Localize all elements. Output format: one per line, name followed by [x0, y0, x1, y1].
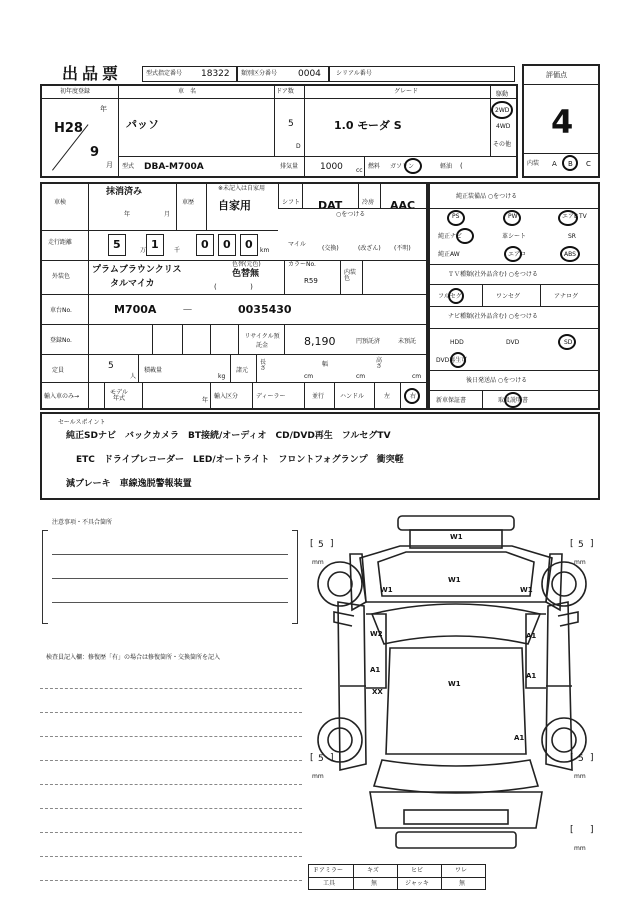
- chassis-prefix: M700A: [114, 303, 157, 316]
- tire-rear-right-open: [: [570, 753, 574, 763]
- width-label: 幅: [322, 361, 329, 368]
- car-diagram: [300, 510, 600, 880]
- mileage-digit-3: [196, 234, 214, 256]
- fuel-value: ガソリン: [390, 163, 415, 170]
- rewind-label: (改ざん): [358, 245, 381, 252]
- model-value: DBA-M700A: [144, 162, 204, 172]
- inspector-line: [40, 808, 302, 809]
- equip-leather: 革シート: [502, 233, 527, 240]
- tire-front-right-value: 5: [578, 540, 584, 550]
- sales-points-label: セールスポイント: [58, 419, 106, 426]
- model-year-suffix: 年: [202, 397, 209, 404]
- equip-ps-circle: [447, 210, 465, 226]
- tv-oneseg: ワンセグ: [496, 293, 521, 300]
- interior-grade-label: 内装: [527, 160, 540, 167]
- category-number-label: 類別区分番号: [241, 70, 278, 77]
- inspector-line: [40, 880, 302, 881]
- shaken-month-unit: 月: [164, 211, 171, 218]
- height-label: 高さ: [376, 357, 383, 370]
- category-number-value: 0004: [298, 69, 321, 79]
- mark-left-fender: W1: [380, 586, 393, 594]
- tire-rear-left-value: 5: [318, 754, 324, 764]
- parallel-option: 並行: [312, 393, 325, 400]
- doors-value: 5: [288, 119, 294, 129]
- vehicle-info-box: [40, 84, 518, 178]
- caution-bracket-left: [42, 530, 48, 624]
- caution-bracket-right: [292, 530, 298, 624]
- mark-hood: W1: [448, 576, 461, 584]
- equip-ps: PS: [452, 213, 460, 220]
- capacity-value: 5: [108, 361, 114, 371]
- doors-d: D: [296, 143, 301, 150]
- sheet-title: 出品票: [62, 64, 123, 83]
- navi-dvd: DVD: [506, 339, 520, 346]
- chassis-number: 0035430: [238, 303, 292, 316]
- color-no-label: カラーNo.: [288, 261, 316, 268]
- ac-value: AAC: [390, 199, 416, 212]
- drive-2wd-circle: [491, 101, 513, 119]
- equip-airbag: エアB: [562, 213, 579, 220]
- tv-analog: アナログ: [554, 293, 579, 300]
- reg-label: 登録No.: [50, 337, 72, 344]
- drive-other: その他: [493, 141, 512, 148]
- fuel-circle: [404, 158, 422, 174]
- shaken-year-unit: 年: [124, 211, 131, 218]
- first-reg-year-unit: 年: [100, 105, 107, 113]
- tv-title: ＴＶ種類(社外品含む) ○をつける: [448, 271, 538, 278]
- ac-label: 冷房: [362, 199, 375, 206]
- legend-value-1: 工具: [323, 880, 336, 887]
- equip-pw: PW: [508, 213, 518, 220]
- legend-table: [308, 864, 486, 890]
- model-year-label: モデル年式: [110, 389, 128, 402]
- legend-value-3: ジャッキ: [405, 880, 429, 887]
- legend-header-4: ワレ: [455, 867, 468, 874]
- navi-title: ナビ種類(社外品含む) ○をつける: [448, 313, 538, 320]
- color-value-line2: タルマイカ: [110, 279, 155, 289]
- mileage-digit-1: [108, 234, 126, 256]
- dvd-playback: DVD再生可: [436, 357, 468, 364]
- light-oil-label: 軽油: [440, 163, 453, 170]
- tire-front-left-close: ]: [330, 539, 334, 549]
- navi-hdd: HDD: [450, 339, 464, 346]
- sales-points-box: [40, 412, 600, 500]
- color-change-paren: ( ): [214, 283, 253, 291]
- mileage-digit-text: 0: [245, 238, 253, 251]
- equipment-title: 純正装備品 ○をつける: [456, 193, 518, 200]
- import-label: 輸入車のみ→: [44, 393, 80, 400]
- tire-rear-right-unit: mm: [574, 773, 586, 780]
- legend-header-1: Ｆアミラー: [313, 867, 344, 874]
- tire-front-right-close: ]: [590, 539, 594, 549]
- type-number-label: 型式指定番号: [146, 70, 183, 77]
- tire-spare-unit: mm: [574, 845, 586, 852]
- after-manual-circle: [504, 392, 522, 408]
- equip-aero: エアロ: [508, 251, 527, 258]
- mark-left-rear-door-xx: XX: [372, 688, 383, 696]
- interior-color-label: 内装色: [344, 269, 357, 282]
- mark-left-rear-door: A1: [370, 666, 381, 674]
- tire-rear-right-value: 5: [578, 754, 584, 764]
- displacement-unit: cc: [356, 167, 363, 174]
- equipment-box: [428, 182, 600, 410]
- doors-label: ドア数: [276, 88, 294, 95]
- length-label: 長さ: [260, 359, 267, 372]
- body-history-label: 車歴: [182, 199, 195, 206]
- mileage-digit-text: 1: [151, 238, 159, 251]
- first-reg-label: 初年度登録: [60, 88, 91, 95]
- tire-front-right-open: [: [570, 539, 574, 549]
- color-no-value: R59: [304, 277, 318, 285]
- mileage-label: 走行距離: [48, 239, 73, 246]
- score-label: 評価点: [546, 71, 567, 79]
- inspector-line: [40, 760, 302, 761]
- equip-pw-circle: [503, 210, 521, 226]
- inspection-box: [40, 182, 428, 410]
- mark-roof: W1: [448, 680, 461, 688]
- tire-front-left-value: 5: [318, 540, 324, 550]
- mark-right-rear-door: A1: [526, 672, 537, 680]
- car-name-value: パッソ: [126, 118, 159, 131]
- equip-aw: 純正AW: [438, 251, 460, 258]
- load-unit: kg: [218, 373, 226, 380]
- sales-points-line2: ETC ドライブレコーダー LED/オートライト フロントフォグランプ 衝突軽: [76, 455, 404, 465]
- grade-value: 1.0 モーダ S: [334, 119, 402, 132]
- tire-front-right-unit: mm: [574, 559, 586, 566]
- mileage-circle-note: ○をつける: [336, 211, 366, 218]
- color-change-label: 色替(元色): [232, 261, 261, 268]
- equip-abs-circle: [560, 246, 580, 262]
- height-unit: cm: [412, 373, 422, 380]
- tv-fullseg-circle: [448, 288, 464, 304]
- drive-label: 駆動: [496, 91, 509, 98]
- handle-left: 左: [384, 393, 391, 400]
- grade-label: グレード: [394, 88, 419, 95]
- serial-number-label: シリアル番号: [336, 70, 372, 77]
- handle-right-circle: [404, 388, 420, 404]
- displacement-value: 1000: [320, 162, 343, 172]
- model-label: 型式: [122, 163, 135, 170]
- first-reg-month: 9: [90, 145, 100, 160]
- mileage-digit-5: [240, 234, 258, 256]
- inspector-line: [40, 856, 302, 857]
- first-reg-year: H28: [54, 121, 83, 136]
- import-div-label: 輸入区分: [214, 393, 239, 400]
- legend-header-3: ヒビ: [411, 867, 424, 874]
- legend-header-2: キズ: [367, 867, 379, 874]
- mark-right-front-door: A1: [526, 632, 537, 640]
- shift-label: シフト: [282, 199, 301, 206]
- after-warranty: 新車保証書: [436, 397, 467, 404]
- length-unit: cm: [304, 373, 314, 380]
- swap-label: (交換): [322, 245, 339, 252]
- shift-value: DAT: [318, 199, 343, 212]
- width-unit: cm: [356, 373, 366, 380]
- tire-spare-open: [: [570, 825, 574, 835]
- inspector-label: 検査員記入欄：修復歴「有」の場合は修復箇所・交換箇所を記入: [46, 654, 221, 661]
- car-name-label: 車 名: [178, 88, 197, 95]
- color-value-line1: プラムブラウンクリス: [92, 265, 182, 275]
- inspector-line: [40, 784, 302, 785]
- score-value: 4: [551, 103, 574, 141]
- chassis-label: 車台No.: [50, 307, 72, 314]
- after-title: 後日発送品 ○をつける: [466, 377, 528, 384]
- category-number-box: [237, 66, 329, 82]
- dimensions-label: 諸元: [236, 367, 249, 374]
- mark-left-front-door: W2: [370, 630, 383, 638]
- first-reg-month-unit: 月: [106, 161, 113, 169]
- navi-sd: SD: [564, 339, 573, 346]
- drive-2wd: 2WD: [495, 107, 510, 114]
- inspector-line: [40, 688, 302, 689]
- mark-right-fender: W1: [520, 586, 533, 594]
- tire-front-left-open: [: [310, 539, 314, 549]
- dealer-option: ディーラー: [256, 393, 286, 400]
- capacity-unit: 人: [130, 373, 137, 380]
- equip-abs: ABS: [564, 251, 576, 258]
- load-label: 積載量: [144, 367, 163, 374]
- mileage-unit-man: 万: [140, 247, 147, 254]
- tire-rear-left-unit: mm: [312, 773, 324, 780]
- capacity-label: 定員: [52, 367, 65, 374]
- inspector-line: [40, 736, 302, 737]
- tire-front-left-unit: mm: [312, 559, 324, 566]
- interior-grade-b: B: [568, 160, 573, 168]
- shaken-label: 車検: [54, 199, 67, 206]
- equip-aero-circle: [504, 246, 522, 262]
- unknown-label: (不明): [394, 245, 411, 252]
- recycle-label: リサイクル預託金: [244, 333, 280, 349]
- dvd-playback-circle: [450, 352, 466, 368]
- legend-value-4: 無: [459, 880, 466, 887]
- mile-label: マイル: [288, 241, 306, 248]
- mileage-unit-sen: 千: [174, 247, 181, 254]
- equip-navi: 純正ナビ: [438, 233, 463, 240]
- chassis-dash: －: [182, 303, 193, 316]
- displacement-label: 排気量: [280, 163, 299, 170]
- recycle-value: 8,190: [304, 335, 336, 348]
- mileage-digit-text: 0: [223, 238, 231, 251]
- light-oil-paren: (: [460, 162, 463, 170]
- mark-right-rear-quarter: A1: [514, 734, 525, 742]
- sales-points-line1: 純正SDナビ バックカメラ BT接続/オーディオ CD/DVD再生 フルセグTV: [66, 431, 391, 441]
- mileage-digit-text: 0: [201, 238, 209, 251]
- equip-airbag-circle: [558, 210, 578, 226]
- equip-sr: SR: [568, 233, 576, 240]
- recycle-none: 未預託: [398, 338, 417, 345]
- caution-label: 注意事項・不具合箇所: [52, 519, 113, 526]
- body-history-note: ※未記入は自家用: [218, 185, 266, 192]
- after-manual: 取扱説明書: [498, 397, 529, 404]
- type-number-box: [142, 66, 237, 82]
- mileage-unit-km: km: [260, 247, 270, 254]
- legend-value-2: 無: [371, 880, 378, 887]
- equip-tv: TV: [579, 213, 587, 220]
- navi-sd-circle: [558, 334, 576, 350]
- tv-fullseg: フルセグ: [438, 293, 462, 300]
- type-number-value: 18322: [201, 69, 230, 79]
- equip-navi-circle: [456, 228, 474, 244]
- tire-rear-left-close: ]: [330, 753, 334, 763]
- mileage-digit-4: [218, 234, 236, 256]
- body-history-value: 自家用: [218, 199, 251, 212]
- score-box: [522, 64, 600, 178]
- inspector-line: [40, 712, 302, 713]
- mileage-digit-text: 5: [113, 238, 121, 251]
- color-change-value: 色替無: [232, 269, 260, 279]
- mileage-digit-2: [146, 234, 164, 256]
- serial-number-box: [329, 66, 515, 82]
- interior-grade-a: A: [552, 160, 557, 168]
- handle-right: 右: [410, 393, 417, 400]
- mark-front-bumper: W1: [450, 533, 463, 541]
- handle-label: ハンドル: [340, 393, 365, 400]
- drive-4wd: 4WD: [496, 123, 511, 130]
- tire-rear-left-open: [: [310, 753, 314, 763]
- interior-grade-c: C: [586, 160, 591, 168]
- shaken-value: 抹消済み: [106, 187, 143, 197]
- tire-spare-close: ]: [590, 825, 594, 835]
- fuel-label: 燃料: [368, 163, 381, 170]
- tire-rear-right-close: ]: [590, 753, 594, 763]
- sales-points-line3: 減ブレーキ 車線逸脱警報装置: [66, 479, 192, 489]
- color-label: 外装色: [52, 273, 71, 280]
- interior-grade-b-circle: [562, 155, 578, 171]
- recycle-unit: 円預託済: [356, 338, 381, 345]
- inspector-line: [40, 832, 302, 833]
